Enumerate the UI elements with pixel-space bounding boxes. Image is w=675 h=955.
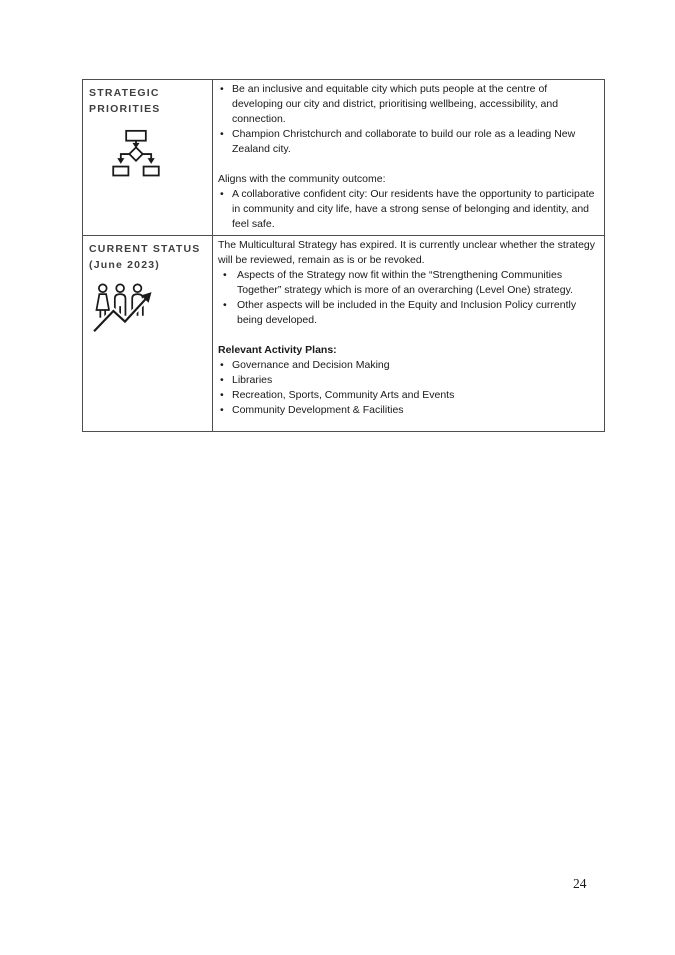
list-item-text: Community Development & Facilities (232, 404, 404, 416)
list-item-text: Other aspects will be included in the Equity and Inclusion Policy currently being developed. (237, 299, 577, 326)
list-item-text: Governance and Decision Making (232, 359, 390, 371)
bullet-marker: • (223, 269, 227, 281)
list-item (218, 373, 597, 388)
aligns-community-outcome-label: Aligns with the community outcome: (218, 173, 386, 185)
bullet-marker: • (220, 188, 224, 200)
list-item (218, 403, 597, 418)
list-item (218, 127, 597, 157)
hierarchy-flowchart-icon (111, 127, 208, 187)
bullet-marker: • (220, 128, 224, 140)
list-item (218, 82, 597, 127)
list-item-text: Libraries (232, 374, 273, 386)
bullet-marker: • (220, 83, 224, 95)
people-growth-arrow-icon (93, 282, 208, 343)
bullet-marker: • (220, 374, 224, 386)
current-status-header-cell (83, 236, 213, 431)
list-item-text: Champion Christchurch and collaborate to build our role as a leading New Zealand city. (232, 128, 576, 155)
list-item-text: Aspects of the Strategy now fit within the “Strengthening Communities Together” strategy which is more of an overarching (Level One) strategy. (237, 269, 573, 296)
page-number: 24 (573, 876, 587, 891)
list-item-text: Be an inclusive and equitable city which puts people at the centre of developing our city and district, prioritising wellbeing, accessibility, and connection. (232, 83, 559, 125)
bullet-marker: • (220, 359, 224, 371)
current-status-label: CURRENT STATUS (89, 243, 201, 255)
list-item (218, 298, 597, 328)
strategy-table (82, 79, 605, 432)
current-status-date: (June 2023) (89, 259, 160, 271)
strategic-priorities-header-cell (83, 80, 213, 235)
list-item-text: Recreation, Sports, Community Arts and Events (232, 389, 455, 401)
current-status-row (83, 236, 604, 431)
relevant-activity-plans-heading: Relevant Activity Plans: (218, 344, 337, 356)
list-item (218, 268, 597, 298)
list-item-text: A collaborative confident city: Our residents have the opportunity to participate in community and city life, have a strong sense of belonging and identity, and feel safe. (232, 188, 595, 230)
bullet-marker: • (220, 404, 224, 416)
list-item (218, 187, 597, 232)
list-item (218, 358, 597, 373)
list-item (218, 388, 597, 403)
current-status-content-cell (213, 236, 604, 431)
strategic-priorities-row (83, 80, 604, 236)
bullet-marker: • (223, 299, 227, 311)
status-intro-text: The Multicultural Strategy has expired. It is currently unclear whether the strategy will be reviewed, remain as is or be revoked. (218, 239, 596, 266)
strategic-priorities-label: STRATEGIC PRIORITIES (89, 87, 161, 115)
strategic-priorities-content-cell (213, 80, 604, 235)
bullet-marker: • (220, 389, 224, 401)
